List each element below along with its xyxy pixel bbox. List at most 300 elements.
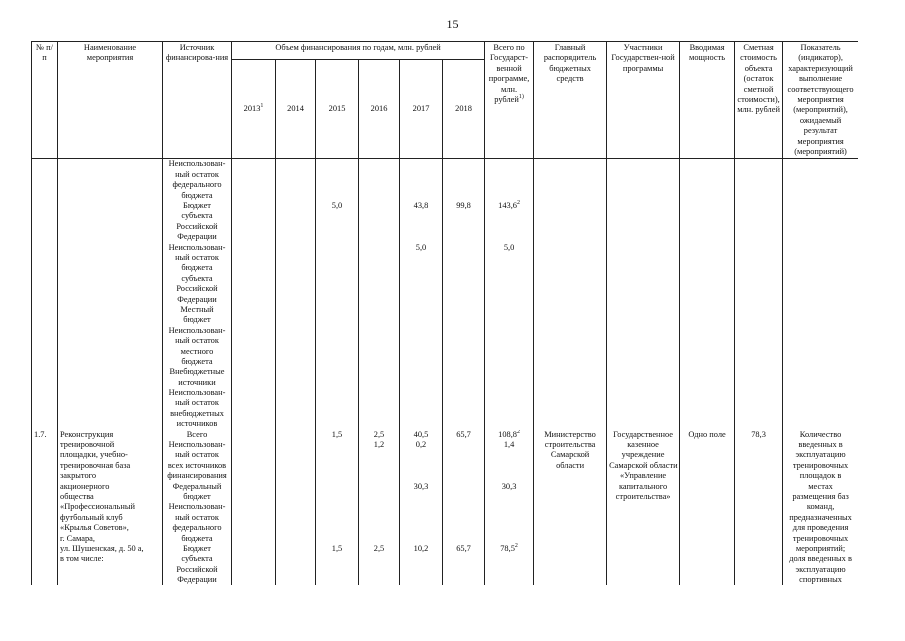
item-indicator-lines xyxy=(785,430,856,586)
text-line: ный остаток xyxy=(175,252,219,262)
text-line: Государственное xyxy=(613,429,674,439)
item-participants xyxy=(607,430,680,586)
value-line xyxy=(278,222,313,232)
value-line xyxy=(318,263,356,273)
value-line xyxy=(402,201,440,211)
value-line xyxy=(234,440,273,450)
value-line xyxy=(402,305,440,315)
table-row-continuation xyxy=(32,159,859,430)
cell-2018 xyxy=(443,159,485,430)
value-line xyxy=(361,523,397,533)
value-line xyxy=(402,211,440,221)
value-line xyxy=(361,388,397,398)
cell-cost xyxy=(735,159,783,430)
cell-num xyxy=(32,159,58,430)
value-line xyxy=(445,295,482,305)
item-2013 xyxy=(232,430,276,586)
value-text: 10,2 xyxy=(413,543,429,553)
value-line xyxy=(234,180,273,190)
value-line xyxy=(278,284,313,294)
value-line xyxy=(402,243,440,253)
value-line xyxy=(487,378,531,388)
value-line xyxy=(445,502,482,512)
text-line: тренировочных xyxy=(792,533,849,543)
text-line: ный остаток xyxy=(175,398,219,408)
value-line xyxy=(318,191,356,201)
value-line xyxy=(402,440,440,450)
text-line: площадок в xyxy=(799,471,842,481)
item-manager-lines xyxy=(536,430,604,472)
value-line xyxy=(487,211,531,221)
value-line xyxy=(487,575,531,585)
value-line xyxy=(234,565,273,575)
value-line xyxy=(402,388,440,398)
continuation-2013 xyxy=(234,159,273,429)
text-line: источники xyxy=(178,377,216,387)
value-line xyxy=(278,274,313,284)
value-line xyxy=(278,554,313,564)
value-line xyxy=(445,523,482,533)
value-line xyxy=(445,263,482,273)
value-line xyxy=(487,201,531,211)
text-line: Всего xyxy=(186,429,208,439)
value-line xyxy=(234,461,273,471)
text-line: Внебюджетные xyxy=(169,367,225,377)
value-line xyxy=(361,534,397,544)
value-line xyxy=(318,419,356,429)
value-line xyxy=(402,315,440,325)
text-line: учреждение xyxy=(621,450,665,460)
text-line: субъекта xyxy=(181,554,213,564)
value-line xyxy=(487,398,531,408)
value-line xyxy=(234,211,273,221)
text-line: Министерство xyxy=(544,429,596,439)
value-line xyxy=(487,450,531,460)
value-line xyxy=(318,180,356,190)
value-line xyxy=(361,502,397,512)
header-capacity: Вводимая мощность xyxy=(680,42,735,159)
value-line xyxy=(318,284,356,294)
cell-total xyxy=(485,159,534,430)
value-line xyxy=(361,367,397,377)
text-line: тренировочной xyxy=(60,440,115,450)
header-participants: Участники Государствен-ной программы xyxy=(607,42,680,159)
value-text: 1,4 xyxy=(503,440,515,450)
header-year-2017: 2017 xyxy=(400,59,443,159)
value-line xyxy=(487,315,531,325)
value-line xyxy=(402,450,440,460)
value-line xyxy=(361,326,397,336)
text-line: ный остаток xyxy=(175,336,219,346)
text-line: тренировочная база xyxy=(60,460,131,470)
value-line xyxy=(234,232,273,242)
text-line: спортивных xyxy=(799,575,842,585)
value-line xyxy=(402,513,440,523)
text-line: местах xyxy=(808,481,833,491)
cell-name xyxy=(58,159,163,430)
value-line xyxy=(445,170,482,180)
value-line xyxy=(361,159,397,169)
value-line xyxy=(318,295,356,305)
value-line xyxy=(318,523,356,533)
value-text: 99,8 xyxy=(456,201,471,211)
value-line xyxy=(278,471,313,481)
value-line xyxy=(278,232,313,242)
value-line xyxy=(487,232,531,242)
value-line xyxy=(402,565,440,575)
value-line xyxy=(234,315,273,325)
value-line xyxy=(445,492,482,502)
value-line xyxy=(318,440,356,450)
value-line xyxy=(278,315,313,325)
value-line xyxy=(402,461,440,471)
value-line xyxy=(487,419,531,429)
value-line xyxy=(487,336,531,346)
funding-table xyxy=(31,41,858,585)
value-line xyxy=(402,263,440,273)
value-line xyxy=(278,253,313,263)
value-line xyxy=(278,430,313,440)
value-text: 5,0 xyxy=(503,242,515,252)
value-line xyxy=(361,419,397,429)
value-text: 30,3 xyxy=(501,481,517,491)
text-line: субъекта xyxy=(181,211,213,221)
value-line xyxy=(402,222,440,232)
text-line: бюджета xyxy=(181,356,213,366)
value-line xyxy=(234,159,273,169)
value-line xyxy=(445,284,482,294)
item-2015 xyxy=(316,430,359,586)
value-line xyxy=(487,253,531,263)
text-line: капитального xyxy=(618,481,668,491)
value-line xyxy=(234,357,273,367)
value-line xyxy=(278,482,313,492)
value-line xyxy=(278,502,313,512)
value-line xyxy=(361,430,397,440)
value-line xyxy=(361,450,397,460)
value-line xyxy=(318,170,356,180)
text-line: Российской xyxy=(176,284,218,294)
value-line xyxy=(361,492,397,502)
value-line xyxy=(278,388,313,398)
text-line: Неиспользован- xyxy=(168,325,226,335)
text-line: предназначенных xyxy=(789,512,852,522)
value-line xyxy=(361,191,397,201)
value-line xyxy=(278,336,313,346)
value-line xyxy=(318,305,356,315)
continuation-2016 xyxy=(361,159,397,429)
value-line xyxy=(234,398,273,408)
footnote-mark: 2 xyxy=(516,429,520,435)
value-text: 0,2 xyxy=(415,440,427,450)
text-line: бюджет xyxy=(183,315,211,325)
text-line: внебюджетных xyxy=(170,408,224,418)
text-line: Федерации xyxy=(177,294,217,304)
value-line xyxy=(234,201,273,211)
value-line xyxy=(487,274,531,284)
value-line xyxy=(278,180,313,190)
value-line xyxy=(361,180,397,190)
value-line xyxy=(402,180,440,190)
value-line xyxy=(234,544,273,554)
value-line xyxy=(445,534,482,544)
value-line xyxy=(402,575,440,585)
value-line xyxy=(402,191,440,201)
value-line xyxy=(234,388,273,398)
value-line xyxy=(445,409,482,419)
item-2015-values xyxy=(318,430,356,586)
value-line xyxy=(445,180,482,190)
item-total xyxy=(485,430,534,586)
value-line xyxy=(487,284,531,294)
value-line xyxy=(361,305,397,315)
item-participant-lines xyxy=(609,430,677,503)
item-manager xyxy=(534,430,607,586)
value-line xyxy=(278,513,313,523)
item-source xyxy=(163,430,232,586)
value-line xyxy=(361,565,397,575)
value-line xyxy=(361,378,397,388)
value-line xyxy=(361,263,397,273)
value-line xyxy=(318,461,356,471)
value-line xyxy=(318,274,356,284)
footnote-mark: 2 xyxy=(516,200,520,207)
text-line: эксплуатацию xyxy=(795,564,846,574)
value-line xyxy=(278,534,313,544)
value-line xyxy=(318,492,356,502)
header-year-2016: 2016 xyxy=(359,59,400,159)
value-line xyxy=(318,315,356,325)
text-line: строительства» xyxy=(615,491,671,501)
value-line xyxy=(402,357,440,367)
value-line xyxy=(402,253,440,263)
value-line xyxy=(278,523,313,533)
item-name xyxy=(58,430,163,586)
value-line xyxy=(487,471,531,481)
value-line xyxy=(318,232,356,242)
value-line xyxy=(445,191,482,201)
value-line xyxy=(445,565,482,575)
value-line xyxy=(361,336,397,346)
value-line xyxy=(445,305,482,315)
value-line xyxy=(402,159,440,169)
value-line xyxy=(278,461,313,471)
item-2014-values xyxy=(278,430,313,586)
value-line xyxy=(318,222,356,232)
text-line: команд, xyxy=(806,502,835,512)
value-text: 2,5 xyxy=(373,429,385,439)
value-line xyxy=(402,232,440,242)
item-2017-values xyxy=(402,430,440,586)
continuation-2017 xyxy=(402,159,440,429)
value-line xyxy=(402,544,440,554)
item-2016 xyxy=(359,430,400,586)
text-line: ул. Шушенская, д. 50 а, xyxy=(60,543,144,553)
value-text: 2,5 xyxy=(373,543,385,553)
text-line: для проведения xyxy=(792,523,849,533)
text-line: мероприятий; xyxy=(795,543,846,553)
value-text: 143,6 xyxy=(498,201,517,211)
text-line: «Управление xyxy=(619,471,667,481)
value-line xyxy=(445,357,482,367)
value-line xyxy=(487,326,531,336)
text-line: бюджета xyxy=(181,263,213,273)
value-line xyxy=(278,440,313,450)
value-line xyxy=(234,367,273,377)
value-line xyxy=(234,430,273,440)
value-line xyxy=(487,440,531,450)
cell-2014 xyxy=(276,159,316,430)
text-line: Неиспользован- xyxy=(168,159,226,169)
value-line xyxy=(318,378,356,388)
text-line: Самарской xyxy=(550,450,590,460)
value-line xyxy=(234,326,273,336)
value-line xyxy=(278,367,313,377)
value-text: 5,0 xyxy=(331,201,343,211)
value-line xyxy=(234,284,273,294)
value-line xyxy=(487,409,531,419)
value-line xyxy=(445,243,482,253)
value-line xyxy=(445,378,482,388)
text-line: ный остаток xyxy=(175,512,219,522)
value-line xyxy=(402,326,440,336)
cell-source xyxy=(163,159,232,430)
value-line xyxy=(278,211,313,221)
value-line xyxy=(361,513,397,523)
value-line xyxy=(487,367,531,377)
value-line xyxy=(487,347,531,357)
value-line xyxy=(318,326,356,336)
value-line xyxy=(234,482,273,492)
cell-indicator xyxy=(783,159,858,430)
value-text: 5,0 xyxy=(415,242,427,252)
value-line xyxy=(487,534,531,544)
value-line xyxy=(318,398,356,408)
value-line xyxy=(361,409,397,419)
text-line: бюджета xyxy=(181,190,213,200)
value-line xyxy=(402,398,440,408)
text-line: бюджета xyxy=(181,533,213,543)
value-line xyxy=(318,575,356,585)
value-line xyxy=(487,295,531,305)
value-line xyxy=(318,336,356,346)
value-line xyxy=(402,534,440,544)
value-line xyxy=(234,419,273,429)
value-line xyxy=(361,232,397,242)
value-line xyxy=(318,513,356,523)
value-line xyxy=(445,419,482,429)
text-line: Федеральный xyxy=(172,481,222,491)
value-line xyxy=(278,159,313,169)
value-line xyxy=(402,295,440,305)
value-line xyxy=(318,565,356,575)
value-line xyxy=(402,419,440,429)
page-number: 15 xyxy=(446,17,459,31)
header-total: Всего по Государст-венной программе, млн. рублей$^{1)}$ xyxy=(485,42,534,159)
value-line xyxy=(278,565,313,575)
item-indicator xyxy=(783,430,858,586)
value-line xyxy=(445,554,482,564)
header-cost: Сметная стоимость объекта (остаток сметной стоимости), млн. рублей xyxy=(735,42,783,159)
value-line xyxy=(234,378,273,388)
text-line: «Крылья Советов», xyxy=(60,523,129,533)
value-line xyxy=(234,554,273,564)
value-line xyxy=(402,367,440,377)
value-line xyxy=(445,232,482,242)
text-line: Бюджет xyxy=(183,543,211,553)
value-line xyxy=(318,430,356,440)
text-line: Неиспользован- xyxy=(168,440,226,450)
value-line xyxy=(278,409,313,419)
value-line xyxy=(234,170,273,180)
value-line xyxy=(402,409,440,419)
item-capacity: Одно поле xyxy=(680,430,735,586)
value-line xyxy=(361,398,397,408)
value-line xyxy=(445,430,482,440)
value-line xyxy=(361,284,397,294)
value-line xyxy=(318,482,356,492)
text-line: Неиспользован- xyxy=(168,242,226,252)
value-line xyxy=(361,544,397,554)
text-line: введенных в xyxy=(798,440,843,450)
header-year-2015: 2015 xyxy=(316,59,359,159)
cell-2015 xyxy=(316,159,359,430)
value-line xyxy=(278,357,313,367)
text-line: казенное xyxy=(627,440,659,450)
value-line xyxy=(361,211,397,221)
value-line xyxy=(487,513,531,523)
text-line: Федерации xyxy=(177,575,217,585)
text-line: федерального xyxy=(172,523,222,533)
value-line xyxy=(487,243,531,253)
text-line: федерального xyxy=(172,180,222,190)
value-line xyxy=(445,253,482,263)
value-line xyxy=(445,347,482,357)
item-cost: 78,3 xyxy=(735,430,783,586)
value-line xyxy=(487,263,531,273)
text-line: г. Самара, xyxy=(60,533,95,543)
value-text: 65,7 xyxy=(456,429,471,439)
value-line xyxy=(487,170,531,180)
item-name-lines xyxy=(60,430,160,565)
text-line: площадки, учебно- xyxy=(60,450,128,460)
value-line xyxy=(402,378,440,388)
value-line xyxy=(445,482,482,492)
value-line xyxy=(361,471,397,481)
value-text: 1,2 xyxy=(373,440,385,450)
value-text: 40,5 xyxy=(413,429,429,439)
value-line xyxy=(402,523,440,533)
text-line: финансирования xyxy=(167,471,227,481)
value-line xyxy=(278,419,313,429)
text-line: источников xyxy=(176,419,218,429)
text-line: ный остаток xyxy=(175,169,219,179)
footnote-mark: 2 xyxy=(514,543,518,550)
value-line xyxy=(445,367,482,377)
value-line xyxy=(234,450,273,460)
value-line xyxy=(234,513,273,523)
text-line: общества xyxy=(60,491,94,501)
value-line xyxy=(318,544,356,554)
value-line xyxy=(445,471,482,481)
value-line xyxy=(487,357,531,367)
value-text: 43,8 xyxy=(413,201,429,211)
value-line xyxy=(318,211,356,221)
value-line xyxy=(402,554,440,564)
text-line: футбольный клуб xyxy=(60,512,123,522)
value-line xyxy=(234,523,273,533)
table-row-item-1-7 xyxy=(32,430,859,586)
